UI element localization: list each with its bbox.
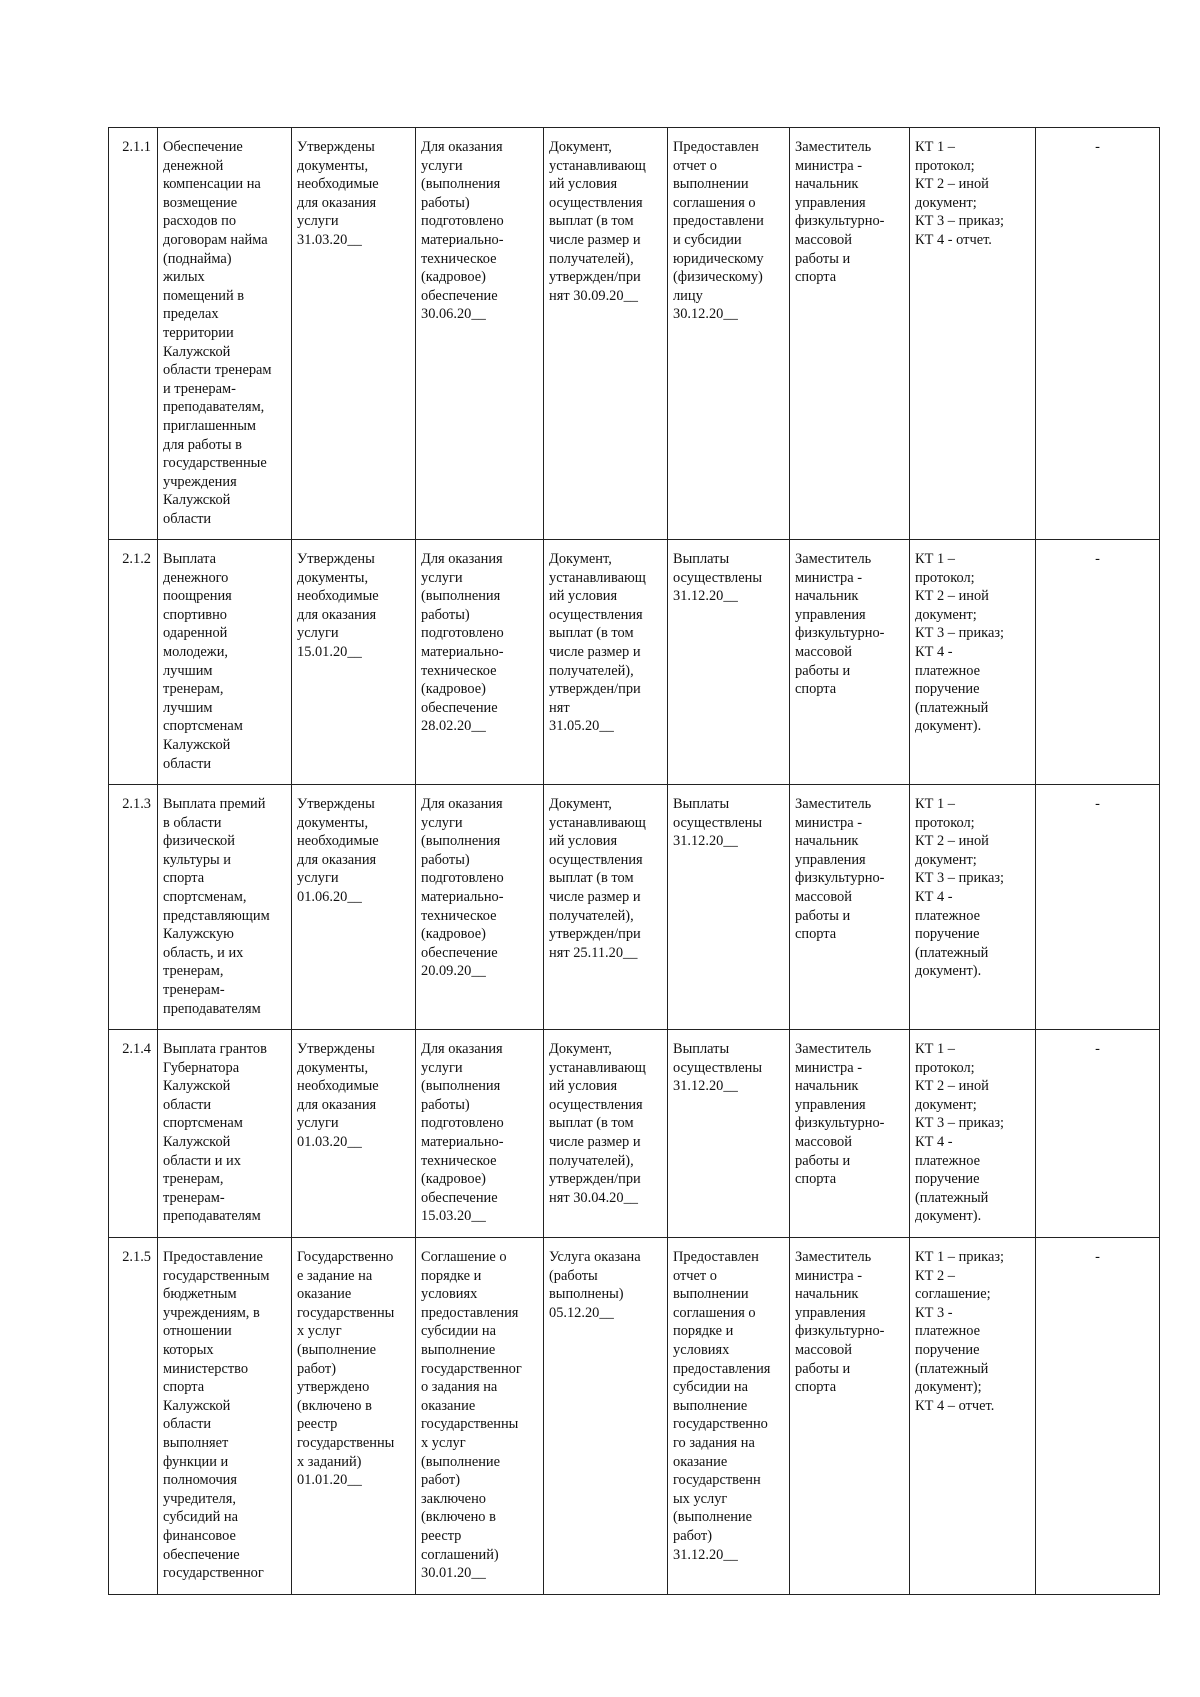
responsible-person: Заместитель министра - начальник управления физкультурно- массовой работы и спорта <box>790 785 910 1030</box>
control-point-2: Для оказания услуги (выполнения работы) подготовлено материально- техническое (кадровое) обеспечение 30.06.20__ <box>416 128 544 540</box>
table-row <box>109 785 1160 1030</box>
control-point-3: Услуга оказана (работы выполнены) 05.12.20__ <box>544 1238 668 1595</box>
control-point-4: Предоставлен отчет о выполнении соглашения о предоставлени и субсидии юридическому (физическому) лицу 30.12.20__ <box>668 128 790 540</box>
responsible-person: Заместитель министра - начальник управления физкультурно- массовой работы и спорта <box>790 1238 910 1595</box>
control-point-1: Утверждены документы, необходимые для оказания услуги 15.01.20__ <box>292 540 416 785</box>
control-point-4: Выплаты осуществлены 31.12.20__ <box>668 1030 790 1238</box>
responsible-person: Заместитель министра - начальник управления физкультурно- массовой работы и спорта <box>790 1030 910 1238</box>
last-column-value: - <box>1036 1238 1160 1595</box>
item-number: 2.1.4 <box>109 1030 158 1238</box>
event-description: Выплата премий в области физической культуры и спорта спортсменам, представляющим Калужскую область, и их тренерам, тренерам- преподавателям <box>158 785 292 1030</box>
table-row <box>109 540 1160 785</box>
control-point-3: Документ, устанавливающ ий условия осуществления выплат (в том числе размер и получателей), утвержден/при нят 30.09.20__ <box>544 128 668 540</box>
event-description: Обеспечение денежной компенсации на возмещение расходов по договорам найма (поднайма) жилых помещений в пределах территории Калужской области тренерам и тренерам- преподавателям, приглашенным для работы в государственные учреждения Калужской области <box>158 128 292 540</box>
responsible-person: Заместитель министра - начальник управления физкультурно- массовой работы и спорта <box>790 540 910 785</box>
control-point-2: Для оказания услуги (выполнения работы) подготовлено материально- техническое (кадровое) обеспечение 15.03.20__ <box>416 1030 544 1238</box>
control-point-4: Выплаты осуществлены 31.12.20__ <box>668 785 790 1030</box>
control-point-4: Предоставлен отчет о выполнении соглашения о порядке и условиях предоставления субсидии на выполнение государственно го задания на оказание государственн ых услуг (выполнение работ) 31.12.20__ <box>668 1238 790 1595</box>
last-column-value: - <box>1036 1030 1160 1238</box>
last-column-value: - <box>1036 128 1160 540</box>
control-point-4: Выплаты осуществлены 31.12.20__ <box>668 540 790 785</box>
control-point-2: Для оказания услуги (выполнения работы) подготовлено материально- техническое (кадровое) обеспечение 20.09.20__ <box>416 785 544 1030</box>
confirming-documents: КТ 1 – протокол; КТ 2 – иной документ; КТ 3 – приказ; КТ 4 - платежное поручение (платежный документ). <box>910 1030 1036 1238</box>
table-row <box>109 1030 1160 1238</box>
responsible-person: Заместитель министра - начальник управления физкультурно- массовой работы и спорта <box>790 128 910 540</box>
event-description: Выплата денежного поощрения спортивно одаренной молодежи, лучшим тренерам, лучшим спортсменам Калужской области <box>158 540 292 785</box>
control-point-1: Утверждены документы, необходимые для оказания услуги 31.03.20__ <box>292 128 416 540</box>
event-description: Предоставление государственным бюджетным учреждениям, в отношении которых министерство спорта Калужской области выполняет функции и полномочия учредителя, субсидий на финансовое обеспечение государственног <box>158 1238 292 1595</box>
control-point-3: Документ, устанавливающ ий условия осуществления выплат (в том числе размер и получателей), утвержден/при нят 25.11.20__ <box>544 785 668 1030</box>
table-row <box>109 1238 1160 1595</box>
control-point-3: Документ, устанавливающ ий условия осуществления выплат (в том числе размер и получателей), утвержден/при нят 30.04.20__ <box>544 1030 668 1238</box>
event-description: Выплата грантов Губернатора Калужской области спортсменам Калужской области и их тренерам, тренерам- преподавателям <box>158 1030 292 1238</box>
control-point-2: Для оказания услуги (выполнения работы) подготовлено материально- техническое (кадровое) обеспечение 28.02.20__ <box>416 540 544 785</box>
confirming-documents: КТ 1 – приказ; КТ 2 – соглашение; КТ 3 - платежное поручение (платежный документ); КТ 4 – отчет. <box>910 1238 1036 1595</box>
confirming-documents: КТ 1 – протокол; КТ 2 – иной документ; КТ 3 – приказ; КТ 4 - платежное поручение (платежный документ). <box>910 785 1036 1030</box>
confirming-documents: КТ 1 – протокол; КТ 2 – иной документ; КТ 3 – приказ; КТ 4 - платежное поручение (платежный документ). <box>910 540 1036 785</box>
last-column-value: - <box>1036 785 1160 1030</box>
document-page <box>108 127 1160 1595</box>
control-point-1: Утверждены документы, необходимые для оказания услуги 01.03.20__ <box>292 1030 416 1238</box>
table-row <box>109 128 1160 540</box>
control-point-1: Государственно е задание на оказание государственны х услуг (выполнение работ) утверждено (включено в реестр государственны х заданий) 01.01.20__ <box>292 1238 416 1595</box>
item-number: 2.1.2 <box>109 540 158 785</box>
item-number: 2.1.3 <box>109 785 158 1030</box>
control-point-2: Соглашение о порядке и условиях предоставления субсидии на выполнение государственног о задания на оказание государственны х услуг (выполнение работ) заключено (включено в реестр соглашений) 30.01.20__ <box>416 1238 544 1595</box>
last-column-value: - <box>1036 540 1160 785</box>
confirming-documents: КТ 1 – протокол; КТ 2 – иной документ; КТ 3 – приказ; КТ 4 - отчет. <box>910 128 1036 540</box>
control-point-1: Утверждены документы, необходимые для оказания услуги 01.06.20__ <box>292 785 416 1030</box>
control-point-3: Документ, устанавливающ ий условия осуществления выплат (в том числе размер и получателей), утвержден/при нят 31.05.20__ <box>544 540 668 785</box>
item-number: 2.1.1 <box>109 128 158 540</box>
item-number: 2.1.5 <box>109 1238 158 1595</box>
control-points-table <box>108 127 1160 1595</box>
